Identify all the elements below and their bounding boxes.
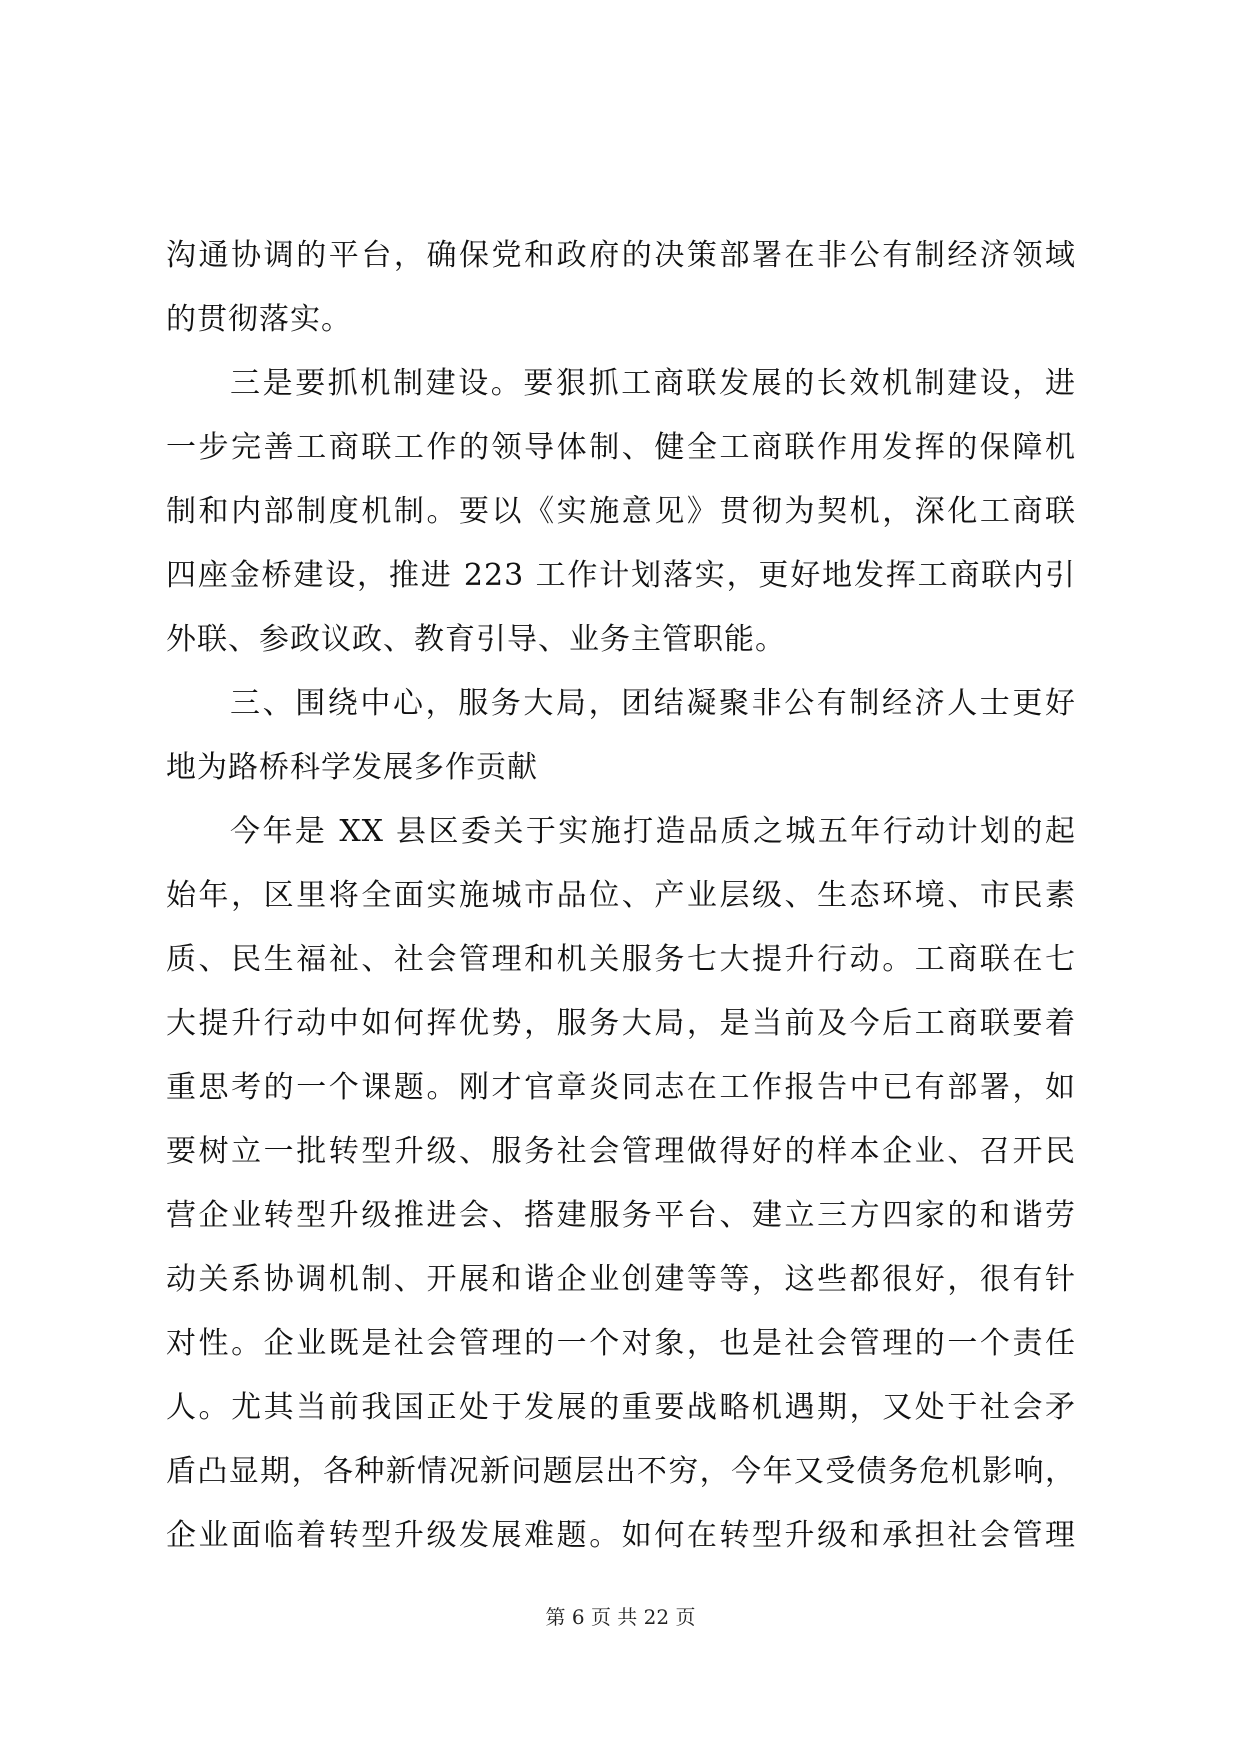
text-line: 一步完善工商联工作的领导体制、健全工商联作用发挥的保障机 [166,430,1076,465]
text-line: 今年是 XX 县区委关于实施打造品质之城五年行动计划的起 [230,814,1076,849]
text-line: 大提升行动中如何挥优势，服务大局，是当前及今后工商联要着 [166,1006,1076,1041]
text-line: 动关系协调机制、开展和谐企业创建等等，这些都很好，很有针 [166,1262,1076,1297]
text-line: 重思考的一个课题。刚才官章炎同志在工作报告中已有部署，如 [166,1070,1076,1105]
section-heading-line: 地为路桥科学发展多作贡献 [166,750,538,785]
text-line: 企业面临着转型升级发展难题。如何在转型升级和承担社会管理 [166,1518,1076,1553]
text-line: 始年，区里将全面实施城市品位、产业层级、生态环境、市民素 [166,878,1076,913]
text-line: 对性。企业既是社会管理的一个对象，也是社会管理的一个责任 [166,1326,1076,1361]
text-line: 四座金桥建设，推进 223 工作计划落实，更好地发挥工商联内引 [166,558,1076,593]
text-line: 要树立一批转型升级、服务社会管理做得好的样本企业、召开民 [166,1134,1076,1169]
text-line: 质、民生福祉、社会管理和机关服务七大提升行动。工商联在七 [166,942,1076,977]
text-line: 的贯彻落实。 [166,302,352,337]
text-line: 制和内部制度机制。要以《实施意见》贯彻为契机，深化工商联 [166,494,1076,529]
text-line: 盾凸显期，各种新情况新问题层出不穷，今年又受债务危机影响， [166,1454,1076,1489]
document-body [166,224,1076,1568]
text-line: 人。尤其当前我国正处于发展的重要战略机遇期，又处于社会矛 [166,1390,1076,1425]
text-line: 三是要抓机制建设。要狠抓工商联发展的长效机制建设，进 [230,366,1076,401]
section-heading-line: 三、围绕中心，服务大局，团结凝聚非公有制经济人士更好 [230,686,1076,721]
text-line: 沟通协调的平台，确保党和政府的决策部署在非公有制经济领域 [166,238,1076,273]
text-line: 营企业转型升级推进会、搭建服务平台、建立三方四家的和谐劳 [166,1198,1076,1233]
page-number-footer: 第 6 页 共 22 页 [545,1605,696,1629]
text-line: 外联、参政议政、教育引导、业务主管职能。 [166,622,786,657]
